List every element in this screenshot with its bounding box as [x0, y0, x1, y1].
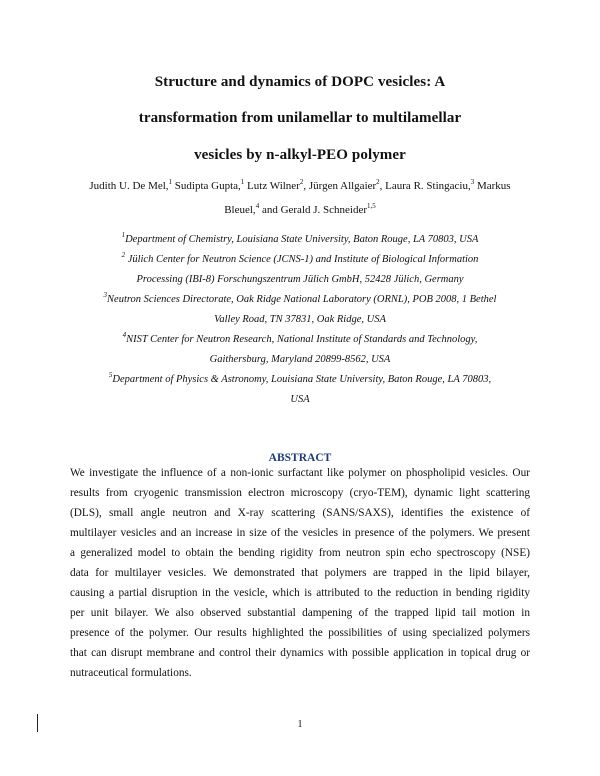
abstract-line: per unit bilayer. We also observed substantial dampening of the trapped lipid tail motion in: [70, 607, 530, 619]
author-affiliation-marker: 2: [299, 178, 304, 186]
affiliation-5: [60, 370, 540, 390]
affiliation-4: [60, 330, 540, 350]
author-affiliation-marker: 1: [168, 178, 173, 186]
author-name: Sudipta Gupta,: [172, 180, 241, 192]
affiliation-text: Jülich Center for Neutron Science (JCNS-1) and Institute of Biological Information: [125, 254, 479, 265]
affiliation-2-cont: Processing (IBI-8) Forschungszentrum Jülich GmbH, 52428 Jülich, Germany: [136, 274, 464, 285]
author-affiliation-marker: 1,5: [367, 202, 376, 210]
abstract-line: causing a partial disruption in the vesicle, which is attributed to the reduction in bending rigidity: [70, 587, 530, 599]
author-affiliation-marker: 1: [240, 178, 245, 186]
affiliation-1: [60, 230, 540, 250]
affiliation-number: 2: [121, 251, 126, 259]
abstract-line: that can disrupt membrane and control their dynamics with possible application in topical drug or: [70, 647, 530, 659]
abstract-line: presence of the polymer. Our results highlighted the possibilities of using specialized polymers: [70, 627, 530, 639]
affiliation-text: Department of Chemistry, Louisiana State University, Baton Rouge, LA 70803, USA: [125, 234, 479, 245]
title-line-2: transformation from unilamellar to multilamellar: [138, 110, 462, 126]
author-name: , Laura R. Stingaciu,: [379, 180, 471, 192]
author-affiliation-marker: 4: [255, 202, 260, 210]
affiliation-number: 1: [121, 231, 126, 239]
affiliation-text: Neutron Sciences Directorate, Oak Ridge National Laboratory (ORNL), POB 2008, 1 Bethel: [107, 294, 497, 305]
affiliation-number: 3: [103, 291, 108, 299]
author-list-line-2: Bleuel,$^4$ and Gerald J. Schneider$^{1,5}$: [224, 202, 376, 216]
title-line-1: Structure and dynamics of DOPC vesicles: A: [154, 74, 446, 90]
abstract-line: results from cryogenic transmission electron microscopy (cryo-TEM), dynamic light scattering: [70, 487, 530, 499]
author-list-line-1: Judith U. De Mel,$^1$ Sudipta Gupta,$^1$ Lutz Wilner$^2$, Jürgen Allgaier$^2$, Laura R. Stingaciu,$^3$ Markus: [89, 178, 511, 192]
affiliation-number: 4: [122, 331, 127, 339]
author-name: Lutz Wilner: [244, 180, 300, 192]
affiliation-text: NIST Center for Neutron Research, National Institute of Standards and Technology,: [126, 334, 478, 345]
author-name: and Gerald J. Schneider: [259, 204, 368, 216]
affiliation-number: 5: [108, 371, 113, 379]
page-number: 1: [297, 719, 303, 730]
author-name: , Jürgen Allgaier: [303, 180, 377, 192]
affiliation-4-cont: Gaithersburg, Maryland 20899-8562, USA: [209, 354, 391, 365]
author-affiliation-marker: 3: [470, 178, 475, 186]
affiliation-3: [60, 290, 540, 310]
affiliation-3-cont: Valley Road, TN 37831, Oak Ridge, USA: [214, 314, 386, 325]
affiliation-5-cont: USA: [290, 394, 310, 405]
abstract-line: nutraceutical formulations.: [70, 667, 192, 679]
abstract-line: multilayer vesicles and an increase in size of the vesicles in presence of the polymers. We present: [70, 527, 530, 539]
abstract-line: We investigate the influence of a non-ionic surfactant like polymer on phospholipid vesicles. Our: [70, 467, 530, 479]
affiliation-text: Department of Physics & Astronomy, Louisiana State University, Baton Rouge, LA 70803,: [112, 374, 492, 385]
abstract-heading: ABSTRACT: [268, 452, 332, 464]
author-name: Judith U. De Mel,: [89, 180, 169, 192]
author-affiliation-marker: 2: [376, 178, 380, 186]
abstract-line: a generalized model to obtain the bending rigidity from neutron spin echo spectroscopy (NSE): [70, 547, 530, 559]
abstract-line: (DLS), small angle neutron and X-ray scattering (SANS/SAXS), identifies the existence of: [70, 507, 530, 519]
affiliation-2: [60, 250, 540, 270]
title-line-3: vesicles by n-alkyl-PEO polymer: [194, 147, 406, 163]
abstract-line: data for multilayer vesicles. We demonstrated that polymers are trapped in the lipid bilayer,: [70, 567, 530, 579]
